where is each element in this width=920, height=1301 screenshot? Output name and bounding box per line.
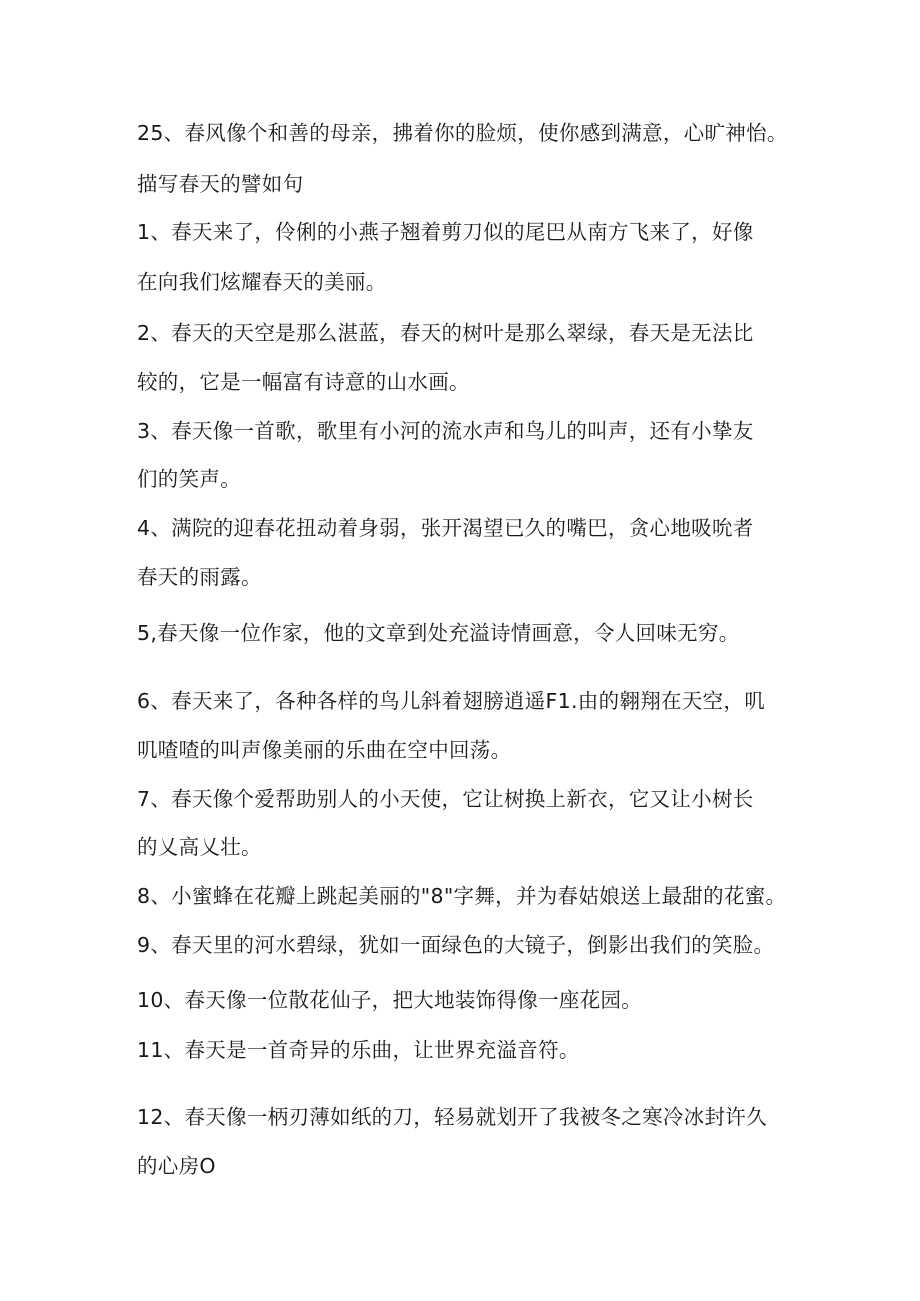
text-line: 10、春天像一位散花仙子，把大地装饰得像一座花园。	[137, 988, 643, 1012]
text-line: 25、春风像个和善的母亲，拂着你的脸烦，使你感到满意，心旷神怡。	[137, 121, 788, 145]
text-line: 3、春天像一首歌，歌里有小河的流水声和鸟儿的叫声，还有小挚友	[137, 419, 754, 443]
text-line: 7、春天像个爱帮助别人的小天使，它让树换上新衣，它又让小树长	[137, 787, 754, 811]
text-line: 较的，它是一幅富有诗意的山水画。	[137, 370, 470, 394]
text-line: 的心房O	[137, 1154, 216, 1178]
text-line: 们的笑声。	[137, 467, 241, 491]
text-line: 4、满院的迎春花扭动着身弱，张开渴望已久的嘴巴，贪心地吸吮者	[137, 516, 754, 540]
text-line: 叽喳喳的叫声像美丽的乐曲在空中回荡。	[137, 738, 512, 762]
text-line: 1、春天来了，伶俐的小燕子翘着剪刀似的尾巴从南方飞来了，好像	[137, 220, 754, 244]
text-line: 9、春天里的河水碧绿，犹如一面绿色的大镜子，倒影出我们的笑脸。	[137, 933, 775, 957]
text-line: 8、小蜜蜂在花瓣上跳起美丽的"8"字舞，并为春姑娘送上最甜的花蜜。	[137, 884, 787, 908]
text-line: 5,春天像一位作家，他的文章到处充溢诗情画意，令人回味无穷。	[137, 621, 740, 645]
text-line: 的乂高乂壮。	[137, 835, 262, 859]
text-line: 春天的雨露。	[137, 565, 262, 589]
text-line: 6、春天来了，各种各样的鸟儿斜着翅膀逍遥F1.由的翱翔在天空，叽	[137, 689, 765, 713]
section-heading: 描写春天的譬如句	[137, 172, 304, 196]
text-line: 2、春天的天空是那么湛蓝，春天的树叶是那么翠绿，春天是无法比	[137, 321, 754, 345]
text-line: 11、春天是一首奇异的乐曲，让世界充溢音符。	[137, 1038, 580, 1062]
text-line: 12、春天像一柄刃薄如纸的刀，轻易就划开了我被冬之寒冷冰封许久	[137, 1105, 767, 1129]
text-line: 在向我们炫耀春天的美丽。	[137, 270, 387, 294]
